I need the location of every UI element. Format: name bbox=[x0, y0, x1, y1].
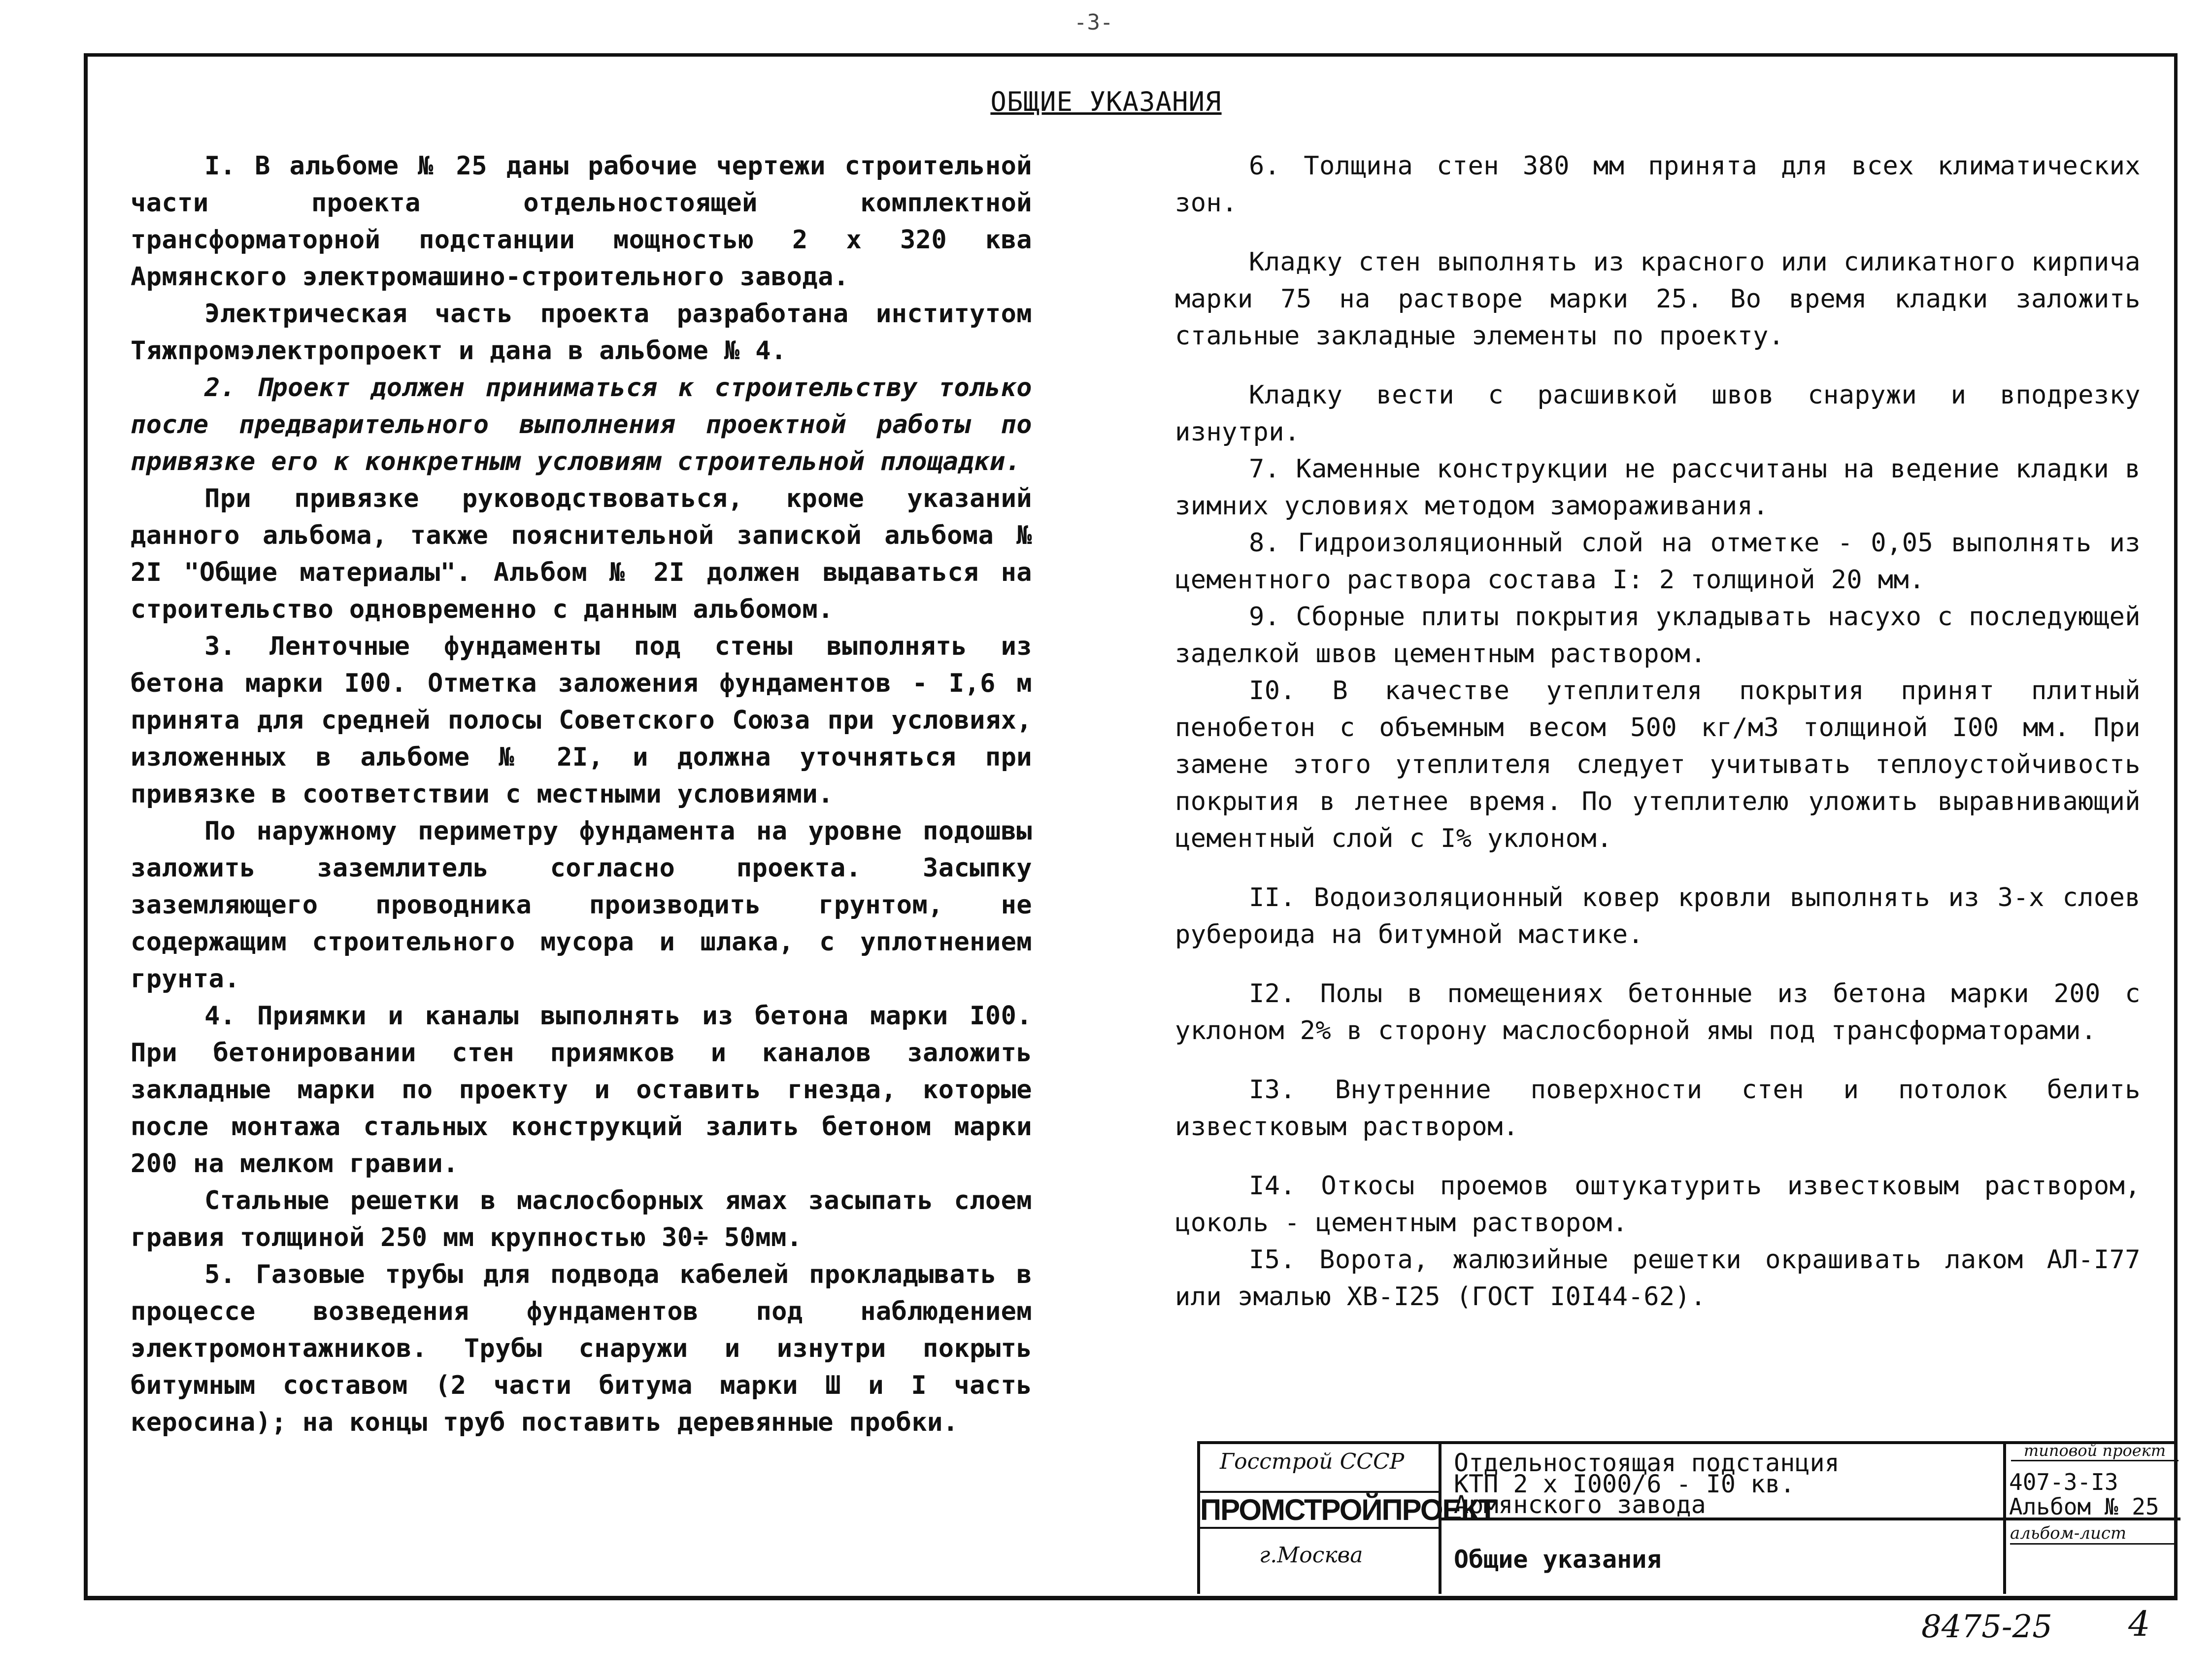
project-description-line: Отдельностоящая подстанция bbox=[1454, 1449, 1840, 1477]
paragraph: I0. В качестве утеплителя покрытия принят плитный пенобетон с объемным весом 500 кг/м3 толщиной I00 мм. При замене этого утеплителя следует учитывать теплоустойчивость покрытия в летнее время. По утеплителю уложить выравнивающий цементный слой с I% уклоном. bbox=[1175, 676, 2141, 853]
ministry-label: Госстрой СССР bbox=[1220, 1449, 1405, 1474]
paragraph: 3. Ленточные фундаменты под стены выполнять из бетона марки I00. Отметка заложения фундаментов - I,6 м принята для средней полосы Советского Союза при условиях, изложенных в альбоме № 2I, и должна уточняться при привязке в соответствии с местными условиями. bbox=[131, 632, 1032, 809]
paragraph: Кладку вести с расшивкой швов снаружи и вподрезку изнутри. bbox=[1175, 380, 2141, 447]
paragraph: Кладку стен выполнять из красного или силикатного кирпича марки 75 на растворе марки 25. Во время кладки заложить стальные закладные элементы по проекту. bbox=[1175, 247, 2141, 351]
page-number: -3- bbox=[1074, 10, 1113, 35]
paragraph: 6. Толщина стен 380 мм принята для всех климатических зон. bbox=[1175, 151, 2141, 218]
inventory-number: 8475-25 bbox=[1921, 1609, 2052, 1645]
paragraph: 2. Проект должен приниматься к строительству только после предварительного выполнения проектной работы по привязке его к конкретным условиям строительной площадки. bbox=[131, 373, 1032, 476]
paragraph: 9. Сборные плиты покрытия укладывать насухо с последующей заделкой швов цементным раствором. bbox=[1175, 602, 2141, 669]
project-code: 407-3-I3 bbox=[2009, 1469, 2118, 1495]
album-sheet-label: альбом-лист bbox=[2010, 1523, 2178, 1545]
paragraph: I3. Внутренние поверхности стен и потолок белить известковым раствором. bbox=[1175, 1075, 2141, 1142]
paragraph: I5. Ворота, жалюзийные решетки окрашивать лаком АЛ-I77 или эмалью ХВ-I25 (ГОСТ I0I44-62). bbox=[1175, 1245, 2141, 1312]
paragraph: Электрическая часть проекта разработана институтом Тяжпромэлектропроект и дана в альбоме № 4. bbox=[131, 299, 1032, 366]
paragraph: 4. Приямки и каналы выполнять из бетона марки I00. При бетонировании стен приямков и каналов заложить закладные марки по проекту и оставить гнезда, которые после монтажа стальных конструкций залить бетоном марки 200 на мелком гравии. bbox=[131, 1001, 1032, 1179]
sheet-number: 4 bbox=[2128, 1604, 2150, 1644]
project-description-cell bbox=[1441, 1444, 2003, 1520]
paragraph: По наружному периметру фундамента на уровне подошвы заложить заземлитель согласно проекта. Засыпку заземляющего проводника производить грунтом, не содержащим строительного мусора и шлака, с уплотнением грунта. bbox=[131, 816, 1032, 994]
organization-cell bbox=[1200, 1444, 1496, 1594]
paragraph: Стальные решетки в маслосборных ямах засыпать слоем гравия толщиной 250 мм крупностью 30÷ 50мм. bbox=[131, 1186, 1032, 1252]
document-title: ОБЩИЕ УКАЗАНИЯ bbox=[990, 86, 1222, 117]
sheet-title: Общие указания bbox=[1454, 1545, 1662, 1574]
title-block bbox=[1197, 1441, 2178, 1594]
project-description-line: КТП 2 х I000/6 - I0 кв. bbox=[1454, 1470, 1795, 1498]
page-cell bbox=[2003, 1520, 2180, 1594]
project-description-line: Армянского завода bbox=[1454, 1490, 1706, 1519]
paragraph: I. В альбоме № 25 даны рабочие чертежи строительной части проекта отдельностоящей комплектной трансформаторной подстанции мощностью 2 х 320 ква Армянского электромашино-строительного завода. bbox=[131, 151, 1032, 292]
paragraph: При привязке руководствоваться, кроме указаний данного альбома, также пояснительной запиской альбома № 2I "Общие материалы". Альбом № 2I должен выдаваться на строительство одновременно с данным альбомом. bbox=[131, 484, 1032, 624]
paragraph: 7. Каменные конструкции не рассчитаны на ведение кладки в зимних условиях методом замораживания. bbox=[1175, 454, 2141, 521]
paragraph: II. Водоизоляционный ковер кровли выполнять из 3-х слоев рубероида на битумной мастике. bbox=[1175, 883, 2141, 949]
paragraph: 8. Гидроизоляционный слой на отметке - 0,05 выполнять из цементного раствора состава I: 2 толщиной 20 мм. bbox=[1175, 528, 2141, 595]
organization-name: ПРОМСТРОЙПРОЕКТ bbox=[1200, 1491, 1439, 1529]
paragraph: I4. Откосы проемов оштукатурить известковым раствором, цоколь - цементным раствором. bbox=[1175, 1171, 2141, 1238]
paragraph: I2. Полы в помещениях бетонные из бетона марки 200 с уклоном 2% в сторону маслосборной ямы под трансформаторами. bbox=[1175, 979, 2141, 1046]
right-column bbox=[1175, 148, 2141, 1316]
project-code-label: типовой проект bbox=[2011, 1441, 2178, 1461]
paragraph: 5. Газовые трубы для подвода кабелей прокладывать в процессе возведения фундаментов под наблюдением электромонтажников. Трубы снаружи и изнутри покрыть битумным составом (2 части битума марки Ш и I часть керосина); на концы труб поставить деревянные пробки. bbox=[131, 1260, 1032, 1437]
organization-city: г.Москва bbox=[1259, 1543, 1363, 1568]
album-number: Альбом № 25 bbox=[2009, 1493, 2159, 1520]
sheet-title-cell bbox=[1441, 1520, 2003, 1594]
left-column bbox=[131, 148, 1032, 1441]
project-code-cell bbox=[2003, 1441, 2180, 1520]
